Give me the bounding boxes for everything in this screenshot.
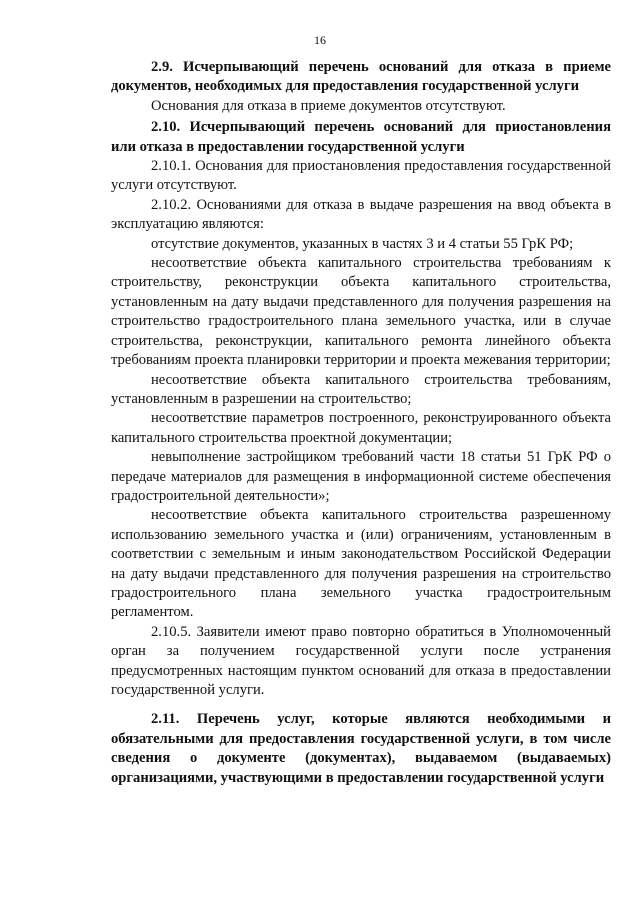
refusal-ground-item: несоответствие параметров построенного, реконструированного объекта капитального строительства проектной документации; [111,410,611,446]
refusal-ground-item: отсутствие документов, указанных в частях 3 и 4 статьи 55 ГрК РФ; [151,235,574,252]
page-number: 16 [314,33,326,47]
refusal-ground-item: несоответствие объекта капитального строительства требованиям к строительству, реконструкции объекта капитального строительства, установленным на дату выдачи представленного для получения разрешения на строительство градостроительного плана земельного участка, или в случае строительства, реконструкции, капитального ремонта линейного объекта требованиям проекта планировки территории и проекта межевания территории; [111,255,611,369]
section-2-9-heading: 2.9. Исчерпывающий перечень оснований для отказа в приеме документов, необходимых для предоставления государственной услуги [111,59,611,95]
section-2-11-heading: 2.11. Перечень услуг, которые являются необходимыми и обязательными для предоставления государственной услуги, в том числе сведения о документе (документах), выдаваемом (выдаваемых) организациями, участвующими в предоставлении государственной услуги [111,711,611,786]
clause-2-10-5: 2.10.5. Заявители имеют право повторно обратиться в Уполномоченный орган за получением государственной услуги после устранения предусмотренных настоящим пунктом оснований для отказа в предоставлении государственной услуги. [111,623,611,698]
refusal-ground-item: несоответствие объекта капитального строительства разрешенному использованию земельного участка и (или) ограничениям, установленным в соответствии с земельным и иным законодательством Российской Федерации на дату выдачи представленного для получения разрешения на строительство градостроительного плана земельного участка градостроительным регламентом. [111,507,611,621]
document-body [111,58,611,788]
section-2-10-heading: 2.10. Исчерпывающий перечень оснований для приостановления или отказа в предоставлении государственной услуги [111,119,611,155]
clause-2-10-2: 2.10.2. Основаниями для отказа в выдаче разрешения на ввод объекта в эксплуатацию являются: [111,196,611,233]
refusal-ground-item: невыполнение застройщиком требований части 18 статьи 51 ГрК РФ о передаче материалов для размещения в информационной системе обеспечения градостроительной деятельности»; [111,449,611,504]
section-2-9-body: Основания для отказа в приеме документов отсутствуют. [151,97,506,114]
refusal-ground-item: несоответствие объекта капитального строительства требованиям, установленным в разрешении на строительство; [111,371,611,407]
clause-2-10-1: 2.10.1. Основания для приостановления предоставления государственной услуги отсутствуют. [111,158,611,194]
